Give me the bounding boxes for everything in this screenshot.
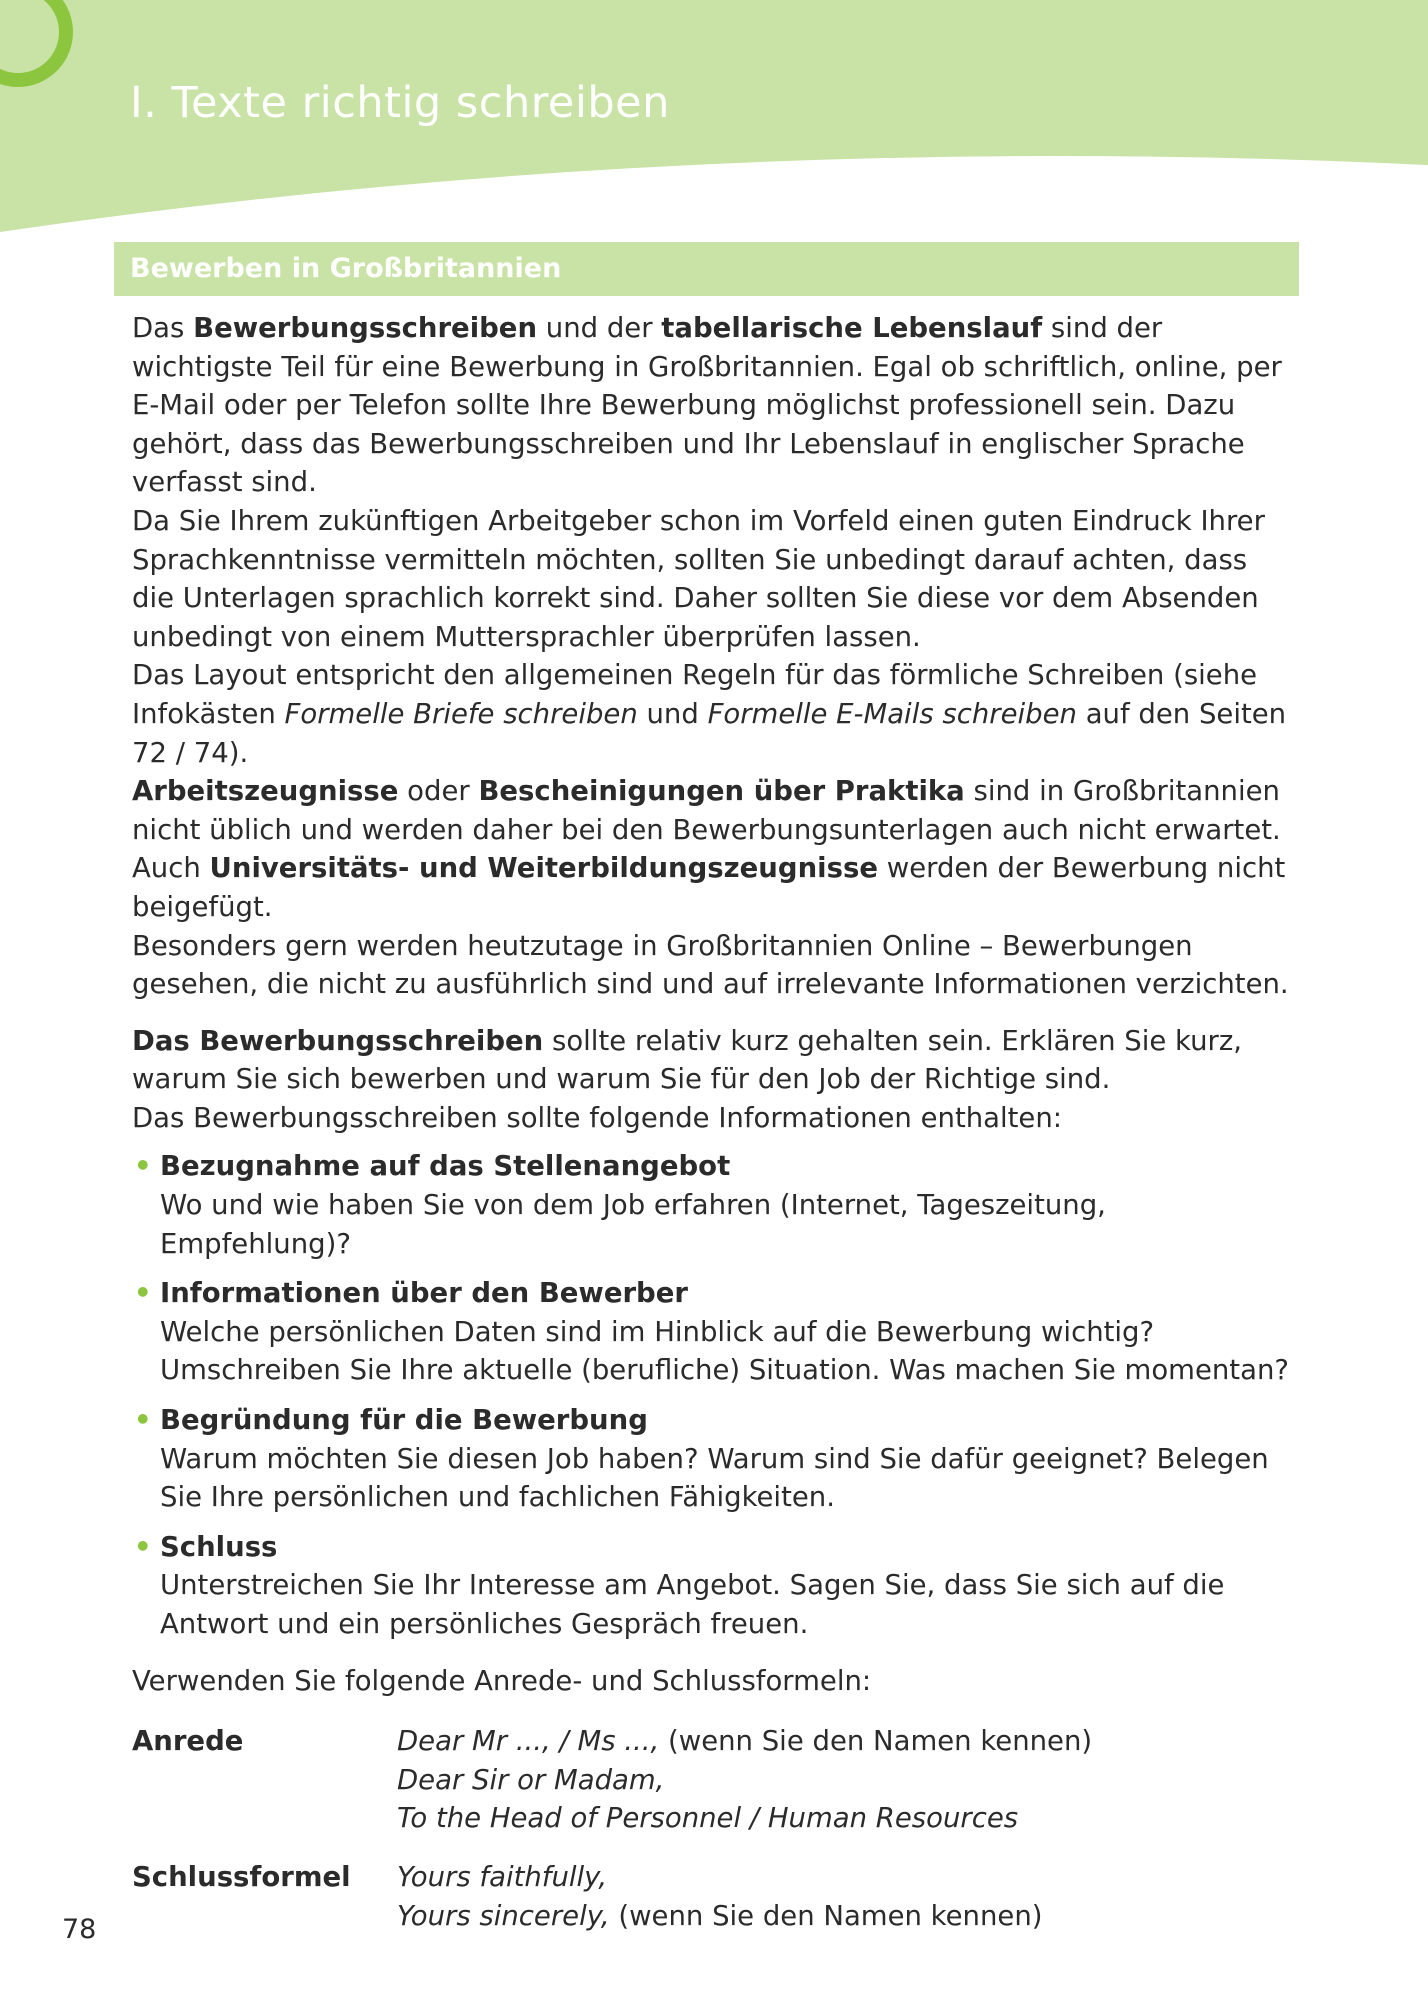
text-run: Das [132, 312, 194, 344]
text-run: und [637, 697, 708, 730]
list-item-text: Warum möchten Sie diesen Job haben? Warum sind Sie dafür geeignet? Belegen Sie Ihre persönlichen und fachlichen Fähigkeiten. [160, 1442, 1269, 1514]
text-run: und der [537, 312, 662, 344]
section-title: Bewerben in Großbritannien [130, 253, 562, 284]
bullet-dot-icon: • [134, 1530, 152, 1563]
paragraph [132, 772, 1292, 926]
formulas-intro: Verwenden Sie folgende Anrede- und Schlussformeln: [132, 1664, 872, 1697]
formula-line [397, 1761, 1292, 1800]
italic-term: Yours sincerely, [397, 1899, 610, 1932]
formula-definition [397, 1858, 1292, 1935]
paragraph [132, 502, 1292, 656]
formula-line [397, 1858, 1292, 1897]
text-run: (wenn Sie den Namen kennen) [659, 1725, 1093, 1758]
paragraph [132, 309, 1292, 502]
paragraph [132, 1099, 1292, 1138]
list-item-text: Wo und wie haben Sie von dem Job erfahren (Internet, Tageszeitung, Empfehlung)? [160, 1189, 1106, 1260]
bold-term: Das Bewerbungsschreiben [132, 1024, 544, 1057]
list-item-title: Bezugnahme auf das Stellenangebot [160, 1150, 731, 1183]
formula-term: Schlussformel [132, 1860, 351, 1893]
bullet-dot-icon: • [134, 1150, 152, 1183]
paragraph [132, 927, 1292, 1004]
formula-line [397, 1897, 1292, 1936]
list-item [132, 1147, 1292, 1263]
text-run: sind der wichtigste Teil für eine Bewerbung in Großbritannien. Egal ob schriftlich, online, per E-Mail oder per Telefon sollte Ihre Bewerbung möglichst professionell sein. Dazu gehört, dass das Bewerbungsschreiben und Ihr Lebenslauf in englischer Sprache verfasst sind. [132, 312, 1282, 499]
text-run: werden der Bewerbung nicht beigefügt. [132, 852, 1286, 923]
page-number: 78 [62, 1914, 97, 1945]
italic-term: Dear Sir or Madam, [397, 1763, 665, 1796]
main-content [132, 309, 1292, 1935]
formula-row-anrede [132, 1722, 1292, 1838]
list-item-text: Unterstreichen Sie Ihr Interesse am Angebot. Sagen Sie, dass Sie sich auf die Antwort und ein persönliches Gespräch freuen. [160, 1569, 1225, 1640]
paragraph [132, 656, 1292, 772]
bullet-dot-icon: • [134, 1404, 152, 1437]
formula-definition [397, 1722, 1292, 1838]
bullet-list [132, 1147, 1292, 1643]
text-run: Das Layout entspricht den allgemeinen Regeln für das förmliche Schreiben (siehe Infokästen [132, 659, 1258, 730]
formula-row-schlussformel [132, 1858, 1292, 1935]
text-run: sind in Großbritannien nicht üblich und werden daher bei den Bewerbungsunterlagen auch nicht erwartet. Auch [132, 775, 1281, 885]
formulas-table [132, 1722, 1292, 1935]
list-item-title: Schluss [160, 1530, 278, 1563]
formula-line [397, 1799, 1292, 1838]
text-run: Besonders gern werden heutzutage in Großbritannien Online – Bewerbungen gesehen, die nicht zu ausführlich sind und auf irrelevante Informationen verzichten. [132, 929, 1289, 1001]
formula-line [397, 1722, 1292, 1761]
bullet-dot-icon: • [134, 1277, 152, 1310]
text-run: oder [398, 775, 479, 808]
list-item [132, 1401, 1292, 1517]
list-item [132, 1274, 1292, 1390]
list-item-text: Umschreiben Sie Ihre aktuelle (berufliche) Situation. Was machen Sie momentan? [160, 1354, 1289, 1387]
paragraph [132, 1022, 1292, 1099]
italic-term: Dear Mr ..., / Ms ..., [397, 1725, 660, 1758]
bold-term: Arbeitszeugnisse [132, 775, 399, 808]
list-item-title: Informationen über den Bewerber [160, 1277, 688, 1310]
formula-term: Anrede [132, 1725, 244, 1758]
text-run: (wenn Sie den Namen kennen) [609, 1899, 1043, 1932]
bold-term: Bescheinigungen über Praktika [478, 775, 965, 808]
bold-term: tabellarische Lebenslauf [661, 312, 1043, 344]
text-run: auf den Seiten 72 / 74). [132, 697, 1287, 769]
chapter-header [0, 0, 1428, 240]
italic-term: Formelle E-Mails schreiben [707, 697, 1077, 730]
chapter-title: I. Texte richtig schreiben [130, 78, 670, 128]
bold-term: Universitäts- und Weiterbildungszeugnisse [209, 852, 878, 885]
list-item [132, 1528, 1292, 1644]
list-item-text: Welche persönlichen Daten sind im Hinblick auf die Bewerbung wichtig? [160, 1315, 1155, 1348]
text-run: Da Sie Ihrem zukünftigen Arbeitgeber schon im Vorfeld einen guten Eindruck Ihrer Sprachkenntnisse vermitteln möchten, sollten Sie unbedingt darauf achten, dass die Unterlagen sprachlich korrekt sind. Daher sollten Sie diese vor dem Absenden unbedingt von einem Muttersprachler überprüfen lassen. [132, 504, 1265, 653]
text-run: Das Bewerbungsschreiben sollte folgende Informationen enthalten: [132, 1101, 1063, 1134]
bold-term: Bewerbungsschreiben [193, 312, 538, 344]
text-run: sollte relativ kurz gehalten sein. Erklären Sie kurz, warum Sie sich bewerben und warum Sie für den Job der Richtige sind. [132, 1024, 1243, 1096]
section-header-bar [114, 242, 1299, 296]
italic-term: Formelle Briefe schreiben [284, 697, 638, 730]
list-item-title: Begründung für die Bewerbung [160, 1404, 648, 1437]
italic-term: Yours faithfully, [397, 1860, 608, 1893]
italic-term: To the Head of Personnel / Human Resources [397, 1802, 1019, 1835]
